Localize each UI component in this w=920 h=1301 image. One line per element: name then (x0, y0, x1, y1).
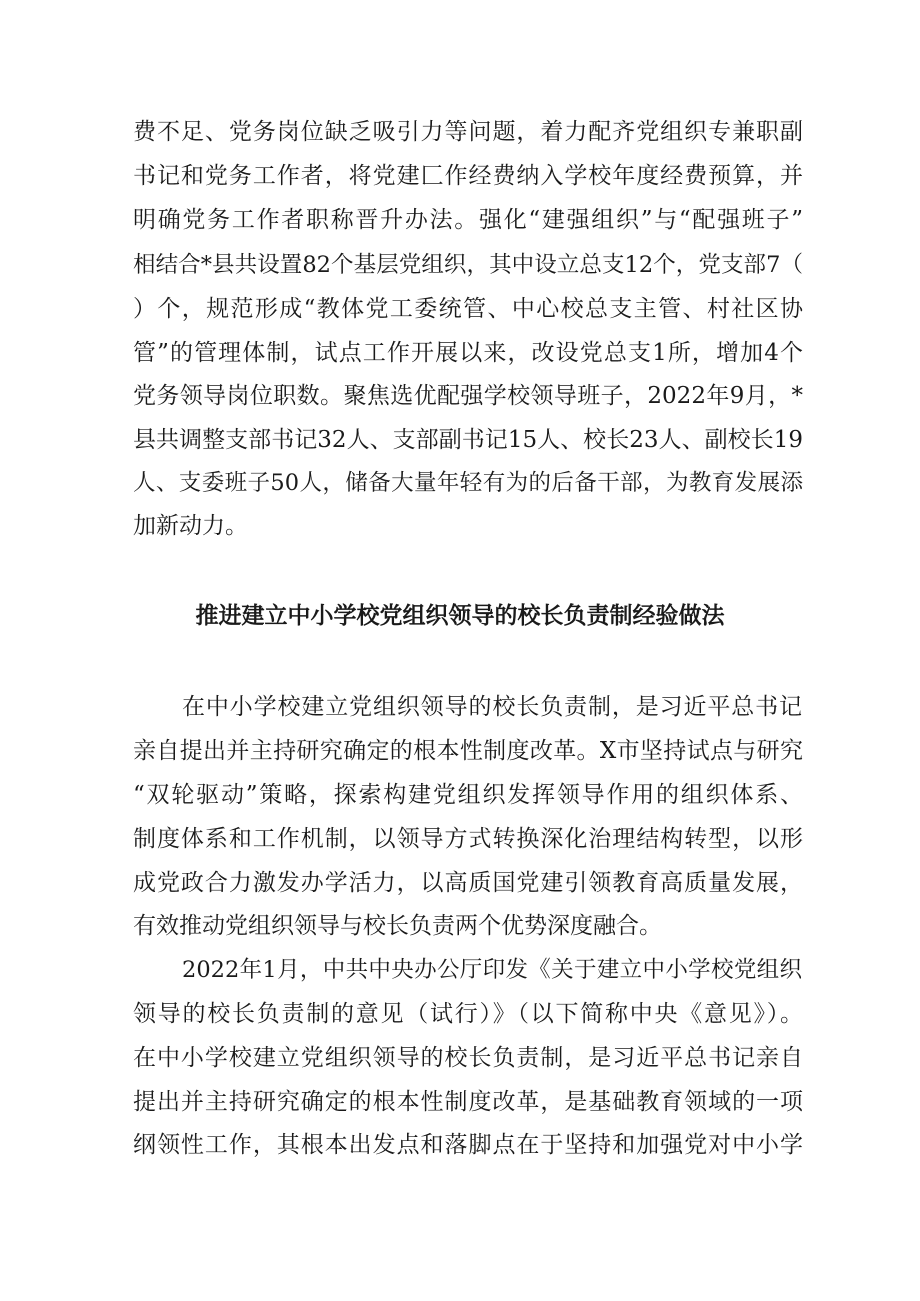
paragraph-1-line-4: 相结合*县共设置82个基层党组织，其中设立总支12个，党支部7（ (133, 252, 803, 278)
paragraph-3-line-3: 在中小学校建立党组织领导的校长负责制，是习近平总书记亲自 (133, 1045, 803, 1071)
section-title: 推进建立中小学校党组织领导的校长负责制经验做法 (195, 602, 725, 629)
paragraph-1-line-9: 人、支委班子50人，储备大量年轻有为的后备干部，为教育发展添 (133, 470, 803, 496)
paragraph-1-line-7: 党务领导岗位职数。聚焦选优配强学校领导班子，2022年9月，* (133, 383, 803, 409)
paragraph-1-line-2: 书记和党务工作者，将党建匚作经费纳入学校年度经费预算，并 (133, 163, 803, 189)
paragraph-1-line-8: 县共调整支部书记32人、支部副书记15人、校长23人、副校长19 (133, 427, 803, 453)
paragraph-3-line-5: 纲领性工作，其根本出发点和落脚点在于坚持和加强党对中小学 (133, 1132, 803, 1158)
paragraph-1-line-1: 费不足、党务岗位缺乏吸引力等问题，着力配齐党组织专兼职副 (133, 119, 803, 145)
paragraph-1-line-6: 管”的管理体制，试点工作开展以来，改设党总支1所，增加4个 (133, 340, 803, 366)
paragraph-2-line-2: 亲自提出并主持研究确定的根本性制度改革。X市坚持试点与研究 (133, 738, 803, 764)
paragraph-2-line-3: “双轮驱动”策略，探索构建党组织发挥领导作用的组织体系、 (133, 782, 803, 808)
paragraph-2-line-5: 成党政合力激发办学活力，以高质国党建引领教育高质量发展， (133, 870, 803, 896)
paragraph-3-line-1: 2022年1月，中共中央办公厅印发《关于建立中小学校党组织 (182, 957, 802, 983)
paragraph-2-line-4: 制度体系和工作机制，以领导方式转换深化治理结构转型，以形 (133, 826, 803, 852)
paragraph-3-line-4: 提出并主持研究确定的根本性制度改革，是基础教育领域的一项 (133, 1089, 803, 1115)
paragraph-1-line-5: ）个，规范形成“教体党工委统管、中心校总支主管、村社区协 (133, 296, 803, 322)
paragraph-1-line-3: 明确党务工作者职称晋升办法。强化“建强组织”与“配强班子” (133, 207, 803, 233)
paragraph-2-line-6: 有效推动党组织领导与校长负责两个优势深度融合。 (133, 913, 662, 939)
paragraph-2-line-1: 在中小学校建立党组织领导的校长负责制，是习近平总书记 (182, 694, 802, 720)
paragraph-3-line-2: 领导的校长负责制的意见（试行）》（以下简称中央《意见》）。 (133, 1001, 803, 1027)
paragraph-1-line-10: 加新动力。 (133, 513, 248, 539)
